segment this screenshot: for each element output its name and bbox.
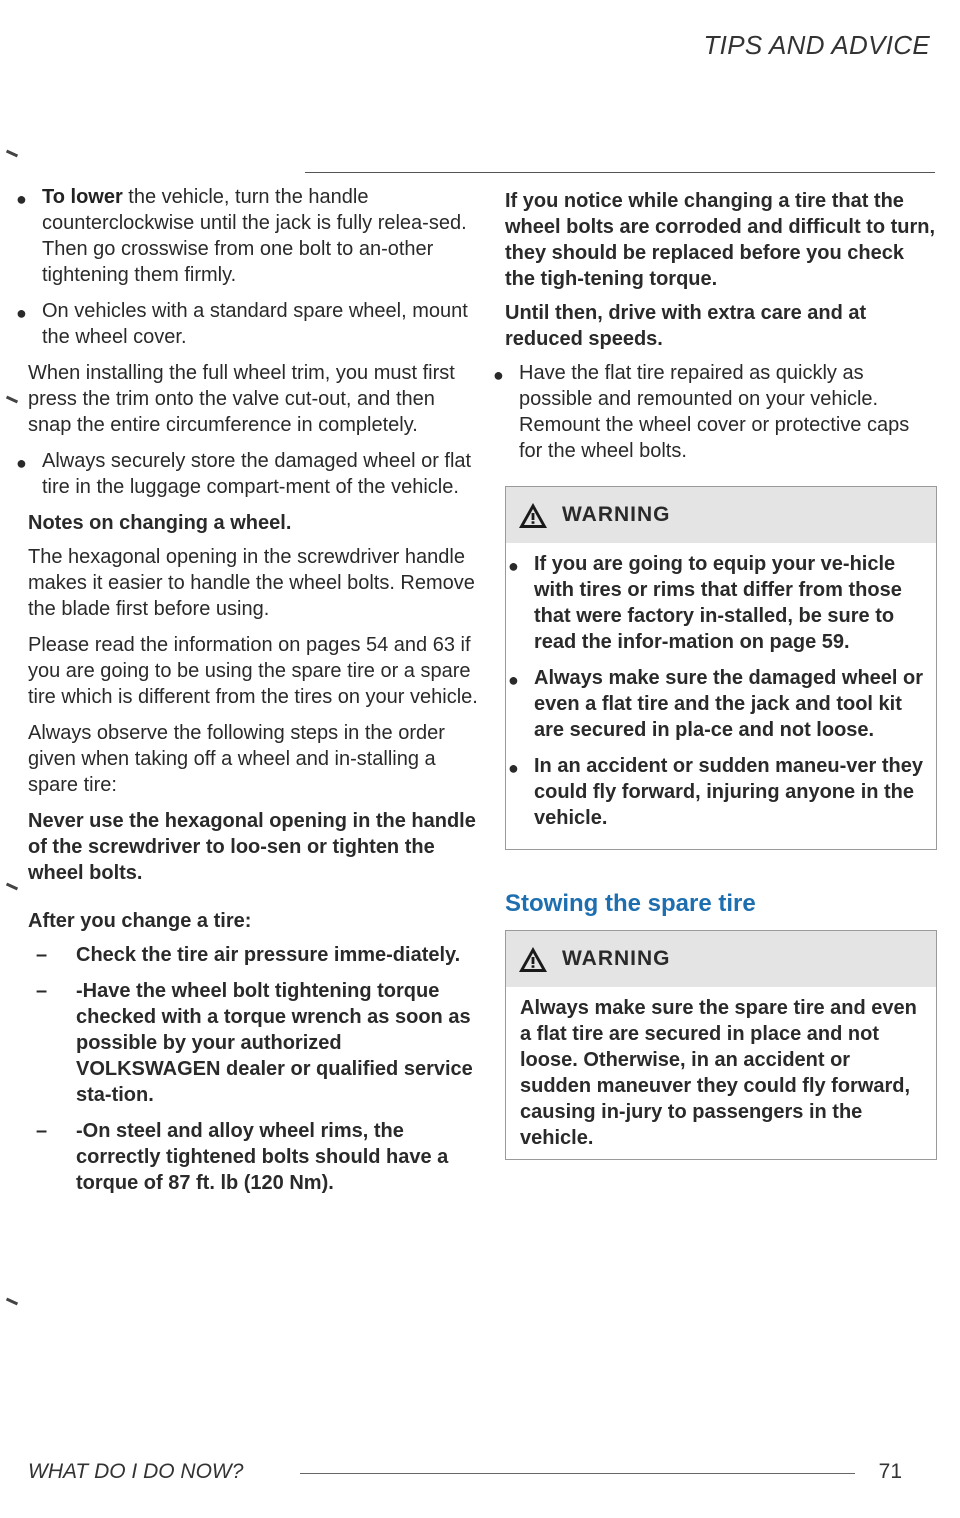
footer-section-title: WHAT DO I DO NOW? <box>28 1460 244 1483</box>
page-header-title: TIPS AND ADVICE <box>703 30 930 60</box>
bullet-dot: ● <box>493 365 504 385</box>
dash-item <box>28 1118 483 1196</box>
scan-mark <box>6 150 18 158</box>
bullet-dot: ● <box>16 189 27 209</box>
read-info-paragraph: Please read the information on pages 54 and 63 if you are going to be using the spare tire or a spare tire which is different from the tires on your vehicle. <box>28 634 478 708</box>
dash-item <box>28 942 483 968</box>
warning-body <box>506 543 936 849</box>
dash-mark: – <box>36 980 48 1002</box>
dash-mark: – <box>36 1120 48 1142</box>
bullet-dot: ● <box>508 556 519 576</box>
warning-box-wheel <box>505 486 937 850</box>
bullet-dot: ● <box>16 303 27 323</box>
warning-box-spare <box>505 930 937 1160</box>
bullet-store-damaged <box>16 448 483 500</box>
warning-bullet <box>508 665 924 743</box>
dash-item-text: Check the tire air pressure imme-diately. <box>76 944 461 966</box>
warning-header <box>506 931 936 987</box>
bullet-standard-spare <box>16 298 483 350</box>
dash-item <box>28 978 483 1108</box>
bullet-have-repaired <box>493 360 937 464</box>
warning-label: WARNING <box>562 503 671 526</box>
until-then-note: Until then, drive with extra care and at reduced speeds. <box>505 302 867 350</box>
warning-bullet-text: If you are going to equip your ve-hicle with tires or rims that differ from those that were factory in-stalled, be sure to read the infor-mation on page 59. <box>534 553 902 653</box>
after-change-heading: After you change a tire: <box>28 910 252 932</box>
scan-mark <box>6 1298 18 1306</box>
right-column <box>493 184 937 1160</box>
left-column <box>16 184 483 1206</box>
warning-triangle-icon <box>518 502 548 529</box>
corroded-bolts-note: If you notice while changing a tire that the wheel bolts are corroded and difficult to turn, they should be replaced before you check the tigh-tening torque. <box>505 190 936 290</box>
lower-bold-text: To lower <box>42 186 123 208</box>
warning-bullet-text: In an accident or sudden maneu-ver they could fly forward, injuring anyone in the vehicle. <box>534 755 923 829</box>
bullet-lower <box>16 184 483 288</box>
scan-mark <box>6 883 18 891</box>
warning-bullet <box>508 551 924 655</box>
bullet-dot: ● <box>16 453 27 473</box>
standard-spare-text: On vehicles with a standard spare wheel, mount the wheel cover. <box>42 300 468 348</box>
bullet-dot: ● <box>508 670 519 690</box>
warning-triangle-icon <box>518 946 548 973</box>
warning-label: WARNING <box>562 947 671 970</box>
warning-header <box>506 487 936 543</box>
scan-mark <box>6 396 18 404</box>
dash-mark: – <box>36 944 48 966</box>
header-rule <box>305 172 935 173</box>
warning-text: Always make sure the spare tire and even a flat tire are secured in place and not loose. Otherwise, in an accident or sudden maneuver they could fly forward, causing in-jury to passengers in the vehicle. <box>520 997 917 1149</box>
hex-opening-paragraph: The hexagonal opening in the screwdriver handle makes it easier to handle the wheel bolts. Remove the blade first before using. <box>28 546 475 620</box>
observe-steps-paragraph: Always observe the following steps in the order given when taking off a wheel and in-stalling a spare tire: <box>28 722 445 796</box>
never-use-warning: Never use the hexagonal opening in the handle of the screwdriver to loo-sen or tighten the wheel bolts. <box>28 810 476 884</box>
page-number: 71 <box>878 1460 902 1483</box>
full-trim-paragraph: When installing the full wheel trim, you must first press the trim onto the valve cut-out, and then snap the entire circumference in completely. <box>28 362 455 436</box>
lower-text: the vehicle, turn the handle counterclockwise until the jack is fully relea-sed. Then go crosswise from one bolt to an-other tightening them firmly. <box>42 186 467 286</box>
dash-item-text: -On steel and alloy wheel rims, the correctly tightened bolts should have a torque of 87 ft. lb (120 Nm). <box>76 1120 449 1194</box>
warning-body <box>506 987 936 1159</box>
store-damaged-text: Always securely store the damaged wheel or flat tire in the luggage compart-ment of the vehicle. <box>42 450 472 498</box>
have-repaired-text: Have the flat tire repaired as quickly as possible and remounted on your vehicle. Remount the wheel cover or protective caps for the wheel bolts. <box>519 362 910 462</box>
bullet-dot: ● <box>508 758 519 778</box>
footer-rule <box>300 1473 855 1474</box>
dash-item-text: -Have the wheel bolt tightening torque checked with a torque wrench as soon as possible by your authorized VOLKSWAGEN dealer or qualified service sta-tion. <box>76 980 473 1106</box>
warning-bullet <box>508 753 924 831</box>
warning-bullet-text: Always make sure the damaged wheel or even a flat tire and the jack and tool kit are secured in pla-ce and not loose. <box>534 667 924 741</box>
notes-heading: Notes on changing a wheel. <box>28 512 292 534</box>
section-title-stowing: Stowing the spare tire <box>505 890 756 917</box>
